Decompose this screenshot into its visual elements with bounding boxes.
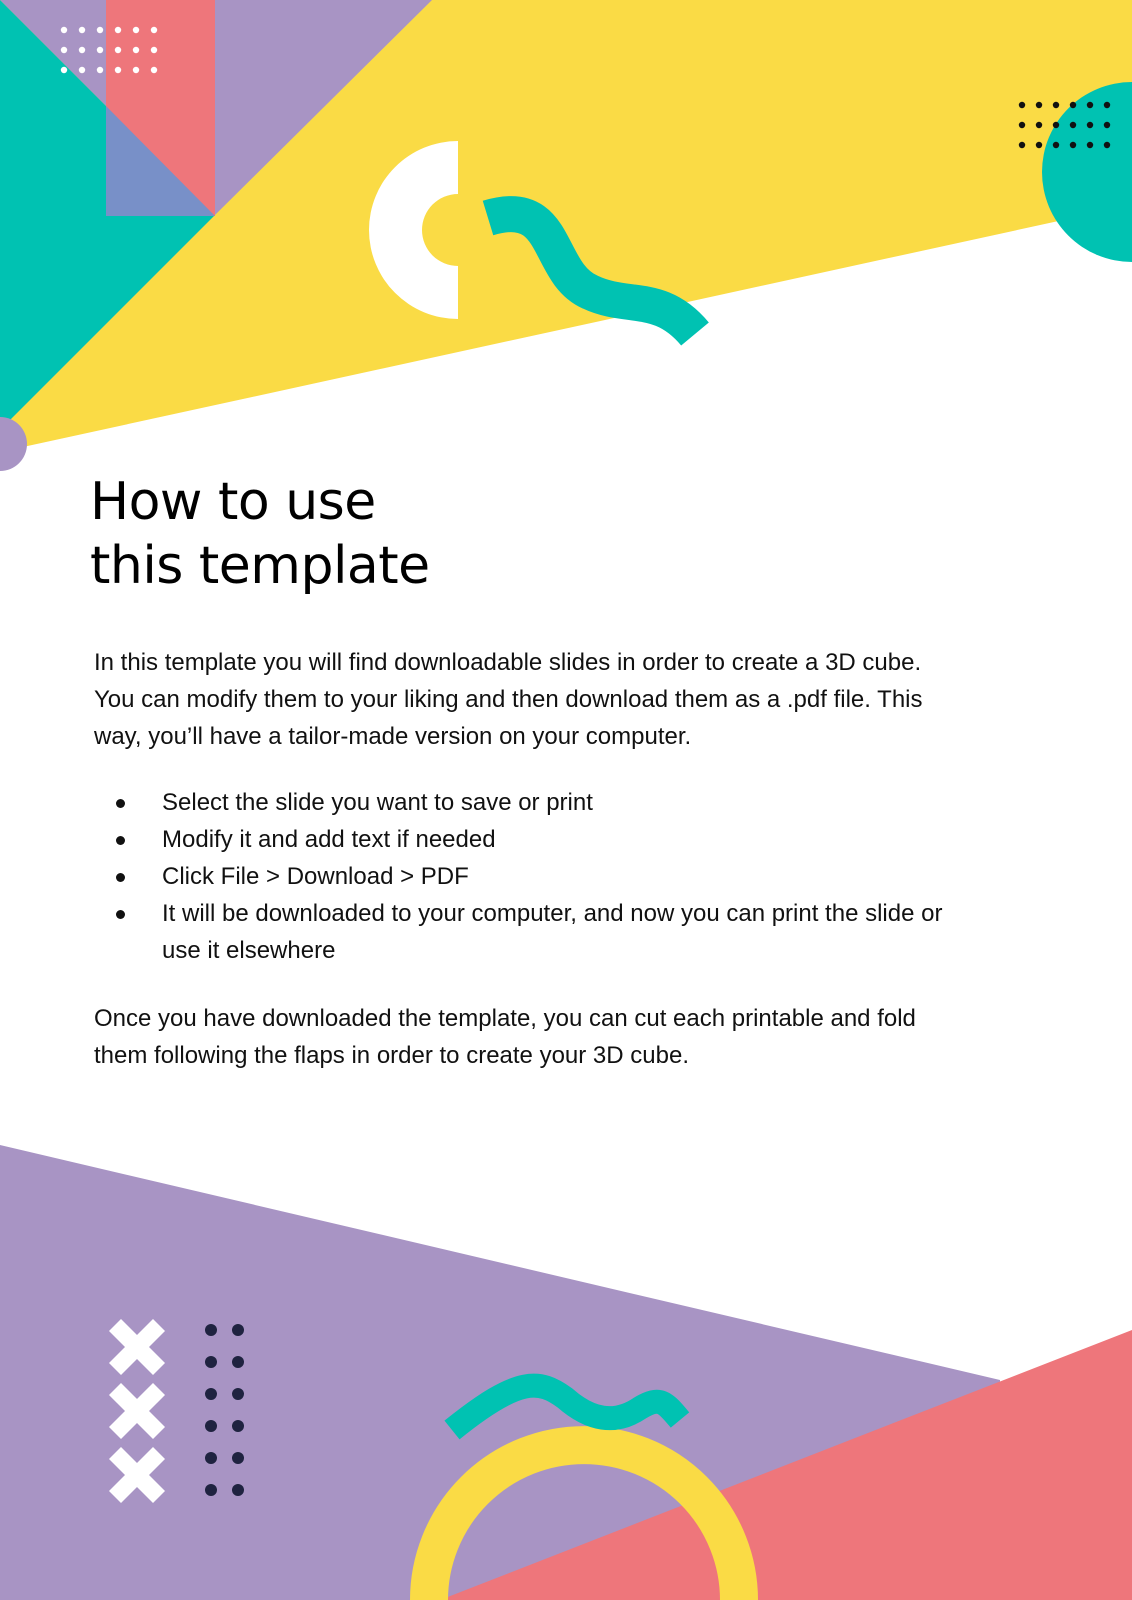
step-text-line-2: use it elsewhere [162, 937, 336, 964]
step-item [94, 895, 1054, 969]
outro-paragraph [94, 1000, 1054, 1074]
page-title-line-1: How to use [90, 472, 376, 532]
step-item [94, 858, 1054, 895]
step-text: Modify it and add text if needed [162, 826, 496, 853]
intro-line-2: You can modify them to your liking and then download them as a .pdf file. This [94, 686, 923, 713]
steps-list [94, 784, 1054, 969]
bullet-icon [116, 910, 125, 919]
bullet-icon [116, 873, 125, 882]
intro-paragraph [94, 644, 1054, 755]
page-title [90, 470, 430, 598]
step-text: Select the slide you want to save or print [162, 789, 593, 816]
bullet-icon [116, 799, 125, 808]
page-title-line-2: this template [90, 536, 430, 596]
step-text-line-1: It will be downloaded to your computer, and now you can print the slide or [162, 900, 943, 927]
intro-line-3: way, you’ll have a tailor-made version on your computer. [94, 723, 692, 750]
bullet-icon [116, 836, 125, 845]
outro-line-1: Once you have downloaded the template, you can cut each printable and fold [94, 1005, 916, 1032]
outro-line-2: them following the flaps in order to create your 3D cube. [94, 1042, 689, 1069]
step-text: Click File > Download > PDF [162, 863, 469, 890]
step-item [94, 821, 1054, 858]
step-item [94, 784, 1054, 821]
intro-line-1: In this template you will find downloadable slides in order to create a 3D cube. [94, 649, 922, 676]
